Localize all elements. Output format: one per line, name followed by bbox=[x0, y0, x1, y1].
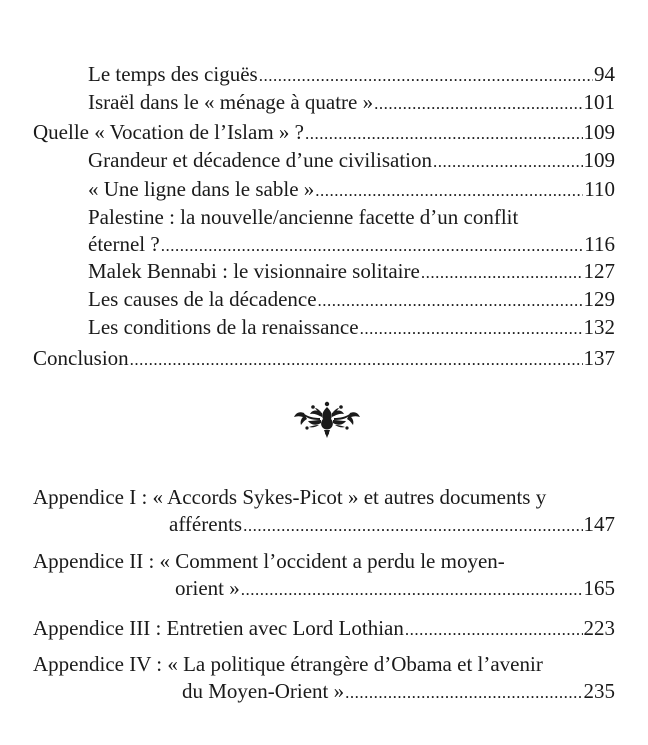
toc-page-number: 129 bbox=[583, 287, 615, 311]
toc-entry-title: « Une ligne dans le sable » bbox=[88, 177, 315, 201]
toc-entry-title-line1: Palestine : la nouvelle/ancienne facette d’un conflit bbox=[88, 205, 519, 229]
toc-page-number: 109 bbox=[583, 148, 615, 172]
toc-page-number: 223 bbox=[583, 616, 615, 640]
dot-leader bbox=[360, 316, 583, 342]
toc-appendix-line2: du Moyen-Orient » bbox=[182, 679, 345, 703]
dot-leader bbox=[318, 288, 583, 314]
toc-entry-title: Conclusion bbox=[33, 346, 129, 370]
toc-appendix-line1: Appendice III : Entretien avec Lord Lothian bbox=[33, 616, 404, 640]
dot-leader bbox=[161, 233, 584, 259]
toc-entry bbox=[88, 147, 615, 174]
dot-leader bbox=[374, 91, 582, 117]
toc-entry-title: Les conditions de la renaissance bbox=[88, 315, 359, 339]
toc-entry bbox=[88, 204, 615, 258]
toc-page-number: 165 bbox=[583, 576, 615, 600]
dot-leader bbox=[421, 260, 583, 286]
toc-appendix-entry bbox=[33, 484, 615, 538]
toc-page-number: 116 bbox=[584, 232, 615, 256]
dot-leader bbox=[241, 577, 583, 603]
toc-entry-title-line2: éternel ? bbox=[88, 232, 160, 256]
toc-entry-title: Malek Bennabi : le visionnaire solitaire bbox=[88, 259, 420, 283]
dot-leader bbox=[243, 513, 582, 539]
toc-entry-title: Israël dans le « ménage à quatre » bbox=[88, 90, 374, 114]
toc-page-number: 132 bbox=[583, 315, 615, 339]
dot-leader bbox=[259, 63, 593, 89]
toc-entry-title: Le temps des ciguës bbox=[88, 62, 258, 86]
toc-appendix-line1: Appendice I : « Accords Sykes-Picot » et autres documents y bbox=[33, 485, 547, 509]
toc-chapter-entry bbox=[33, 345, 615, 372]
toc-page-number: 94 bbox=[594, 62, 615, 86]
toc-appendix-entry bbox=[33, 548, 615, 602]
toc-page-number: 110 bbox=[584, 177, 615, 201]
toc-appendix-line2: afférents bbox=[169, 512, 243, 536]
toc-page-number: 235 bbox=[583, 679, 615, 703]
toc-page-number: 101 bbox=[583, 90, 615, 114]
toc-appendix-line1: Appendice II : « Comment l’occident a perdu le moyen- bbox=[33, 549, 505, 573]
toc-page-number: 127 bbox=[583, 259, 615, 283]
toc-appendix-entry bbox=[33, 651, 615, 705]
toc-appendix-entry bbox=[33, 615, 615, 642]
toc-entry bbox=[88, 176, 615, 203]
toc-page-number: 137 bbox=[583, 346, 615, 370]
toc-chapter-entry bbox=[33, 119, 615, 146]
toc-entry bbox=[88, 286, 615, 313]
toc-entry-title: Les causes de la décadence bbox=[88, 287, 317, 311]
floral-ornament-icon bbox=[293, 399, 361, 439]
dot-leader bbox=[433, 149, 582, 175]
toc-entry bbox=[88, 258, 615, 285]
dot-leader bbox=[345, 680, 582, 706]
dot-leader bbox=[405, 617, 583, 643]
toc-appendix-line2: orient » bbox=[175, 576, 240, 600]
dot-leader bbox=[305, 121, 583, 147]
toc-entry-title: Grandeur et décadence d’une civilisation bbox=[88, 148, 433, 172]
toc-entry bbox=[88, 89, 615, 116]
toc-page-number: 147 bbox=[583, 512, 615, 536]
toc-entry-title: Quelle « Vocation de l’Islam » ? bbox=[33, 120, 304, 144]
toc-entry bbox=[88, 314, 615, 341]
toc-page-number: 109 bbox=[583, 120, 615, 144]
toc-entry bbox=[88, 61, 615, 88]
dot-leader bbox=[315, 178, 583, 204]
dot-leader bbox=[130, 347, 583, 373]
toc-appendix-line1: Appendice IV : « La politique étrangère d’Obama et l’avenir bbox=[33, 652, 543, 676]
